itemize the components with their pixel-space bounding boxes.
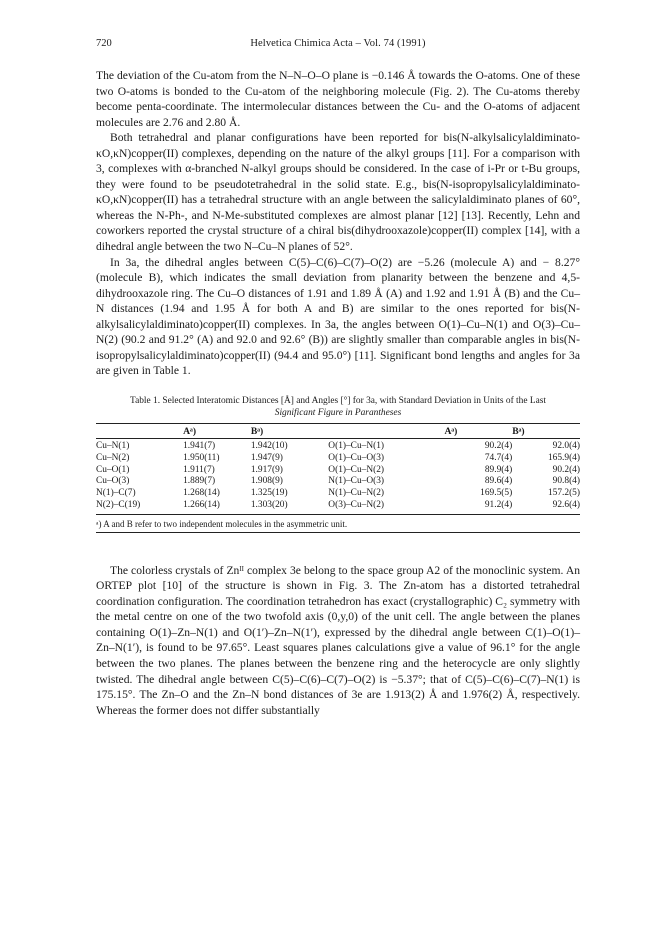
table-cell: Cu–N(1) [96, 440, 130, 451]
running-header [96, 38, 580, 54]
table-cell: 157.2(5) [547, 488, 580, 499]
table-cell: 1.947(9) [250, 452, 283, 463]
table-cell: N(2)–C(19) [96, 499, 141, 510]
table-cell: N(1)–Cu–N(2) [328, 488, 385, 499]
table-caption-line-1: Table 1. Selected Interatomic Distances [Å] and Angles [°] for 3a, with Standard Deviation in Units of the Last [130, 395, 546, 406]
table-cell: O(1)–Cu–N(1) [328, 440, 385, 451]
page-number: 720 [96, 38, 112, 49]
table-row [96, 465, 580, 477]
body-text [96, 68, 580, 379]
data-table [96, 423, 580, 515]
table-row [96, 476, 580, 488]
header-cell: Aᵃ) [444, 425, 458, 437]
table-row [96, 453, 580, 465]
table-cell: 1.911(7) [183, 464, 215, 475]
table-footnote: ᵃ) A and B refer to two independent molecules in the asymmetric unit. [96, 518, 348, 529]
table-cell: 1.908(9) [250, 476, 283, 487]
header-cell: Bᵃ) [512, 425, 525, 437]
table-cell: 1.950(11) [183, 452, 220, 463]
table-cell: 1.889(7) [183, 476, 216, 487]
table-header-row [96, 423, 580, 438]
body-text-continued [96, 563, 580, 718]
table-cell: N(1)–Cu–O(3) [328, 476, 385, 487]
table-cell: O(3)–Cu–N(2) [328, 499, 385, 510]
table-cell: 1.917(9) [250, 464, 283, 475]
table-cell: Cu–O(3) [96, 476, 130, 487]
table-cell: Cu–N(2) [96, 452, 130, 463]
table-cell: 90.2(4) [484, 440, 513, 451]
table-caption [96, 395, 580, 419]
header-cell [96, 423, 183, 438]
table-cell: 1.268(14) [183, 488, 220, 499]
table-cell: 1.325(19) [250, 488, 288, 499]
table-caption-line-2: Significant Figure in Parantheses [274, 407, 402, 418]
table-cell: 90.8(4) [552, 476, 580, 487]
table-cell: 92.0(4) [552, 440, 580, 451]
table-cell: 1.941(7) [183, 440, 216, 451]
table-cell: O(1)–Cu–N(2) [328, 464, 385, 475]
table-cell: 1.942(10) [250, 440, 288, 451]
journal-page [96, 38, 580, 718]
paragraph-3: In 3a, the dihedral angles between C(5)–C(6)–C(7)–O(2) are −5.26 (molecule A) and − 8.27° (molecule B), which indicates the small deviation from planarity between the benzene and 4,5-dihydrooxazole ring. The Cu–O distances of 1.91 and 1.89 Å (A) and 1.92 and 1.91 Å (B) and the Cu–N distances (1.94 and 1.95 Å for both A and B) are similar to the ones reported for bis(N-alkylsalicylaldiminato)copper(II) complexes. In 3a, the angles between O(1)–Cu–N(1) and O(3)–Cu–N(2) (90.2 and 91.2° (A) and 92.0 and 92.6° (B)) are slightly smaller than comparable angles in bis(N-isopropylsalicylaldiminato)copper(II) (94.4 and 95.0°) [11]. Significant bond lengths and angles for 3a are given in Table 1. [96, 255, 580, 378]
table-cell: 92.6(4) [552, 499, 580, 510]
table-cell: Cu–O(1) [96, 464, 130, 475]
table-cell: O(1)–Cu–O(3) [328, 452, 385, 463]
table-cell: 91.2(4) [484, 499, 513, 510]
paragraph-2: Both tetrahedral and planar configurations have been reported for bis(N-alkylsalicylaldiminato-κO,κN)copper(II) complexes, depending on the nature of the alkyl groups [11]. For a comparison with 3, complexes with α-branched N-alkyl groups should be considered. In the case of i-Pr or t-Bu groups, they were found to be pseudotetrahedral in the solid state. E.g., bis(N-isopropylsalicylaldiminato-κO,κN)copper(II) has a tetrahedral structure with an angle between the salicylaldiminato planes of 60°, whereas the N-Ph-, and N-Me-substituted complexes are almost planar [12] [13]. Recently, Lehn and coworkers reported the crystal structure of a chiral bis(dihydrooxazole)copper(II) complex [14], with a dihedral angle between the two N–Cu–N planes of 52°. [96, 131, 580, 254]
table-row [96, 500, 580, 514]
table-cell: 165.9(4) [547, 452, 580, 463]
header-cell: Bᵃ) [250, 425, 264, 437]
table-row [96, 488, 580, 500]
table-1 [96, 395, 580, 533]
paragraph-4: The colorless crystals of Znᴵᴵ complex 3e belong to the space group A2 of the monoclinic system. An ORTEP plot [10] of the structure is shown in Fig. 3. The Zn-atom has a distorted tetrahedral coordination configuration. The coordination tetrahedron has exact (crystallographic) C₂ symmetry with the metal centre on one of the two twofold axis (0,y,0) of the unit cell. The angle between the planes containing O(1)–Zn–N(1) and O(1′)–Zn–N(1′), expressed by the dihedral angle between C(1)–O(1)–Zn–N(1′), is found to be 97.65°. Least squares planes calculations give a value of 96.1° for the angle between the two planes. The planes between the benzene ring and the heterocycle are only slightly twisted. The dihedral angle between C(5)–C(6)–C(7)–O(2) is −5.37°; that of C(5)–C(6)–C(7)–N(1) is 175.15°. The Zn–O and the Zn–N bond distances of 3e are 1.913(2) Å and 1.976(2) Å, respectively. Whereas the former does not differ substantially [96, 563, 580, 717]
table-bottom-rule [96, 532, 580, 533]
table-cell: 1.303(20) [250, 499, 288, 510]
table-cell: 90.2(4) [552, 464, 580, 475]
table-cell: 89.9(4) [484, 464, 513, 475]
header-cell [328, 423, 444, 438]
table-row [96, 438, 580, 452]
header-cell: Aᵃ) [183, 425, 197, 437]
paragraph-1: The deviation of the Cu-atom from the N–N–O–O plane is −0.146 Å towards the O-atoms. One of these two O-atoms is bonded to the Cu-atom of the neighboring molecule (Fig. 2). The Cu-atoms thereby become penta-coordinate. The intermolecular distances between the Cu- and the O-atoms of adjacent molecules are 2.76 and 2.80 Å. [96, 69, 580, 129]
table-cell: N(1)–C(7) [96, 488, 136, 499]
table-cell: 1.266(14) [183, 499, 220, 510]
table-cell: 169.5(5) [480, 488, 513, 499]
running-title: Helvetica Chimica Acta – Vol. 74 (1991) [250, 38, 426, 49]
table-cell: 74.7(4) [484, 452, 513, 463]
table-cell: 89.6(4) [484, 476, 513, 487]
